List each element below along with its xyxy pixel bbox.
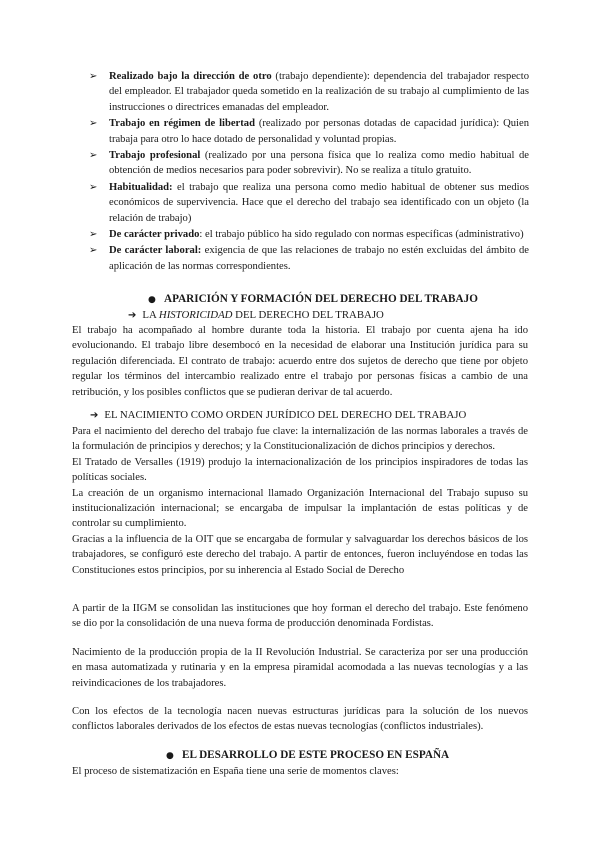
- paragraph-historicidad: [72, 323, 528, 400]
- arrow-bullet-icon: ➢: [89, 245, 98, 257]
- bullet-dot-icon: ●: [148, 295, 156, 305]
- subheading-suffix: DEL DERECHO DEL TRABAJO: [232, 309, 384, 321]
- paragraph-text: Con los efectos de la tecnología nacen nuevas estructuras jurídicas para la solución de los nuevos conflictos laborales derivados de los efectos de estas nuevas tecnologías (conflictos industriales).: [72, 706, 528, 733]
- list-item-bold: Trabajo profesional: [109, 150, 201, 162]
- paragraph-text: El trabajo ha acompañado al hombre durante toda la historia. El trabajo por cuenta ajena ha ido evolucionando. El trabajo libre desembocó en la necesidad de elaborar una Institución jurídica para su regulación diferenciada. El contrato de trabajo: acuerdo entre dos sujetos de derecho que tiene por objeto regular los términos del intercambio realizado entre el trabajo por personas físicas a cambio de una retribución, y los posibles conflictos que se pudieran derivar de tal acuerdo.: [72, 325, 528, 398]
- list-item: [89, 227, 529, 242]
- paragraph-iigm: [72, 601, 528, 632]
- list-item-text: : el trabajo público ha sido regulado con normas específicas (administrativo): [199, 229, 524, 241]
- subheading-text: EL NACIMIENTO COMO ORDEN JURÍDICO DEL DERECHO DEL TRABAJO: [104, 409, 467, 421]
- list-item-bold: De carácter laboral:: [109, 245, 202, 257]
- list-item-text: exigencia de que las relaciones de trabajo no estén excluidas del ámbito de aplicación de las normas correspondientes.: [109, 245, 529, 272]
- section-heading-espana: [166, 748, 586, 764]
- list-item: [89, 243, 529, 274]
- paragraph-tecnologia: [72, 704, 528, 735]
- section-heading-aparicion: [148, 292, 568, 308]
- list-item-text: (trabajo dependiente): dependencia del trabajador respecto del empleador. El trabajador queda sometido en la realización de su trabajo al cumplimiento de las instrucciones o directrices emanadas del empleador.: [109, 71, 529, 113]
- list-item-bold: Realizado bajo la dirección de otro: [109, 71, 272, 82]
- paragraph-text: Para el nacimiento del derecho del trabajo fue clave: la internalización de las normas laborales a través de la formulación de principios y derechos; y la Constitucionalización de dichos principios y derechos.: [72, 426, 528, 453]
- section-heading-text: EL DESARROLLO DE ESTE PROCESO EN ESPAÑA: [182, 749, 450, 761]
- list-item-text: (realizado por una persona física que lo realiza como medio habitual de obtención de medios necesarios para poder sobrevivir). No se realiza a título gratuito.: [109, 150, 529, 177]
- paragraph-text: Nacimiento de la producción propia de la II Revolución Industrial. Se caracteriza por ser una producción en masa automatizada y rutinaria y en la empresa piramidal acomodada a las nuevas tecnologías y a las reivindicaciones de los trabajadores.: [72, 647, 528, 689]
- paragraph-block-nacimiento: [72, 424, 528, 578]
- list-item-bold: De carácter privado: [109, 229, 200, 241]
- arrow-bullet-icon: ➢: [89, 181, 98, 193]
- arrow-bullet-icon: ➢: [89, 150, 98, 162]
- characteristics-list: [89, 69, 529, 275]
- paragraph-text: La creación de un organismo internacional llamado Organización Internacional del Trabajo supuso su institucionalización internacional; se encargaba de impulsar la implantación de estas políticas y de controlar su cumplimiento.: [72, 487, 528, 530]
- arrow-bullet-icon: ➢: [89, 71, 98, 82]
- paragraph-text: El proceso de sistematización en España tiene una serie de momentos claves:: [72, 766, 399, 777]
- paragraph-revolucion: [72, 645, 528, 691]
- list-item: [89, 148, 529, 179]
- list-item-text: (realizado por personas dotadas de capacidad jurídica): Quien trabaja para otro lo hace dotado de personalidad y voluntad propias.: [109, 118, 529, 145]
- arrow-right-icon: ➔: [128, 310, 137, 321]
- subheading-historicidad: [128, 308, 384, 323]
- section-heading-text: APARICIÓN Y FORMACIÓN DEL DERECHO DEL TRABAJO: [164, 293, 478, 305]
- list-item-bold: Trabajo en régimen de libertad: [109, 118, 255, 130]
- list-item: [89, 116, 529, 147]
- subheading-italic: HISTORICIDAD: [158, 309, 233, 321]
- list-item-bold: Habitualidad:: [109, 181, 173, 193]
- subheading-nacimiento: [90, 408, 466, 423]
- paragraph-text: A partir de la IIGM se consolidan las instituciones que hoy forman el derecho del trabajo. Este fenómeno se dio por la consolidación de una nueva forma de producción denominada Fordistas.: [72, 603, 528, 630]
- bullet-dot-icon: ●: [166, 751, 174, 761]
- paragraph-text: El Tratado de Versalles (1919) produjo la internacionalización de los principios inspiradores de todas las políticas sociales.: [72, 456, 528, 484]
- paragraph-text: Gracias a la influencia de la OIT que se encargaba de formular y salvaguardar los derechos básicos de los trabajadores, se configuró este derecho del trabajo. A partir de entonces, fueron incluyéndose en todas las Constituciones estos principios, por su inherencia al Estado Social de Derecho: [72, 533, 528, 576]
- list-item: [89, 180, 529, 226]
- list-item-text: el trabajo que realiza una persona como medio habitual de obtener sus medios económicos de supervivencia. Hace que el derecho del trabajo sea identificado con un objeto (la relación de trabajo): [109, 181, 529, 224]
- subheading-prefix: LA: [142, 309, 159, 321]
- paragraph-espana: [72, 764, 528, 779]
- arrow-bullet-icon: ➢: [89, 229, 98, 241]
- arrow-right-icon: ➔: [90, 410, 99, 421]
- list-item: [89, 69, 529, 115]
- arrow-bullet-icon: ➢: [89, 118, 98, 130]
